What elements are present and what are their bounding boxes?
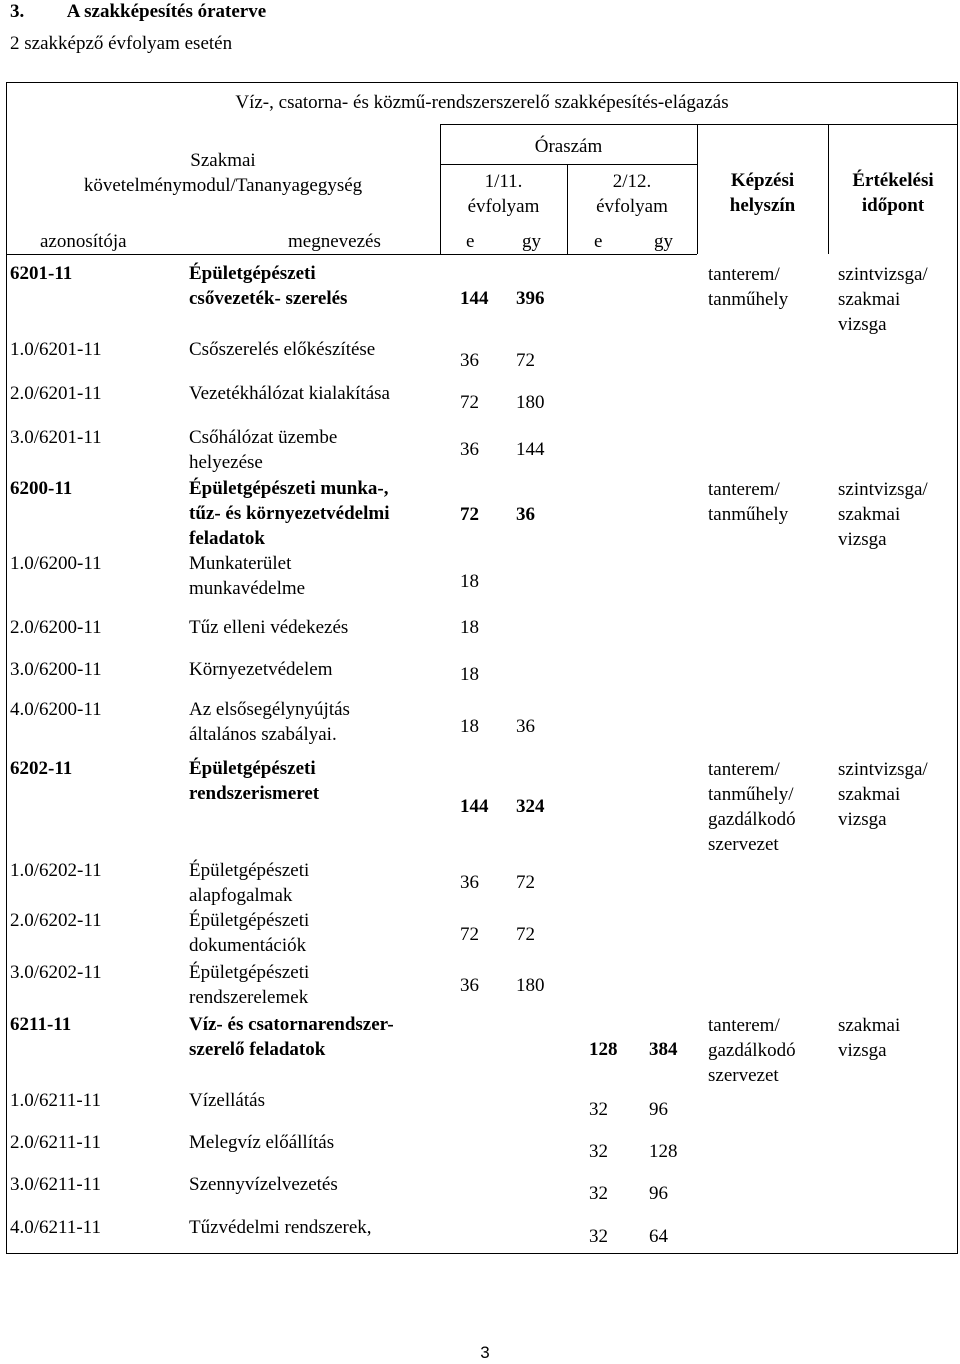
evaluation-line: vizsga: [838, 529, 887, 550]
unit-name-line: Vezetékhálózat kialakítása: [189, 383, 390, 404]
unit-name-line: Melegvíz előállítás: [189, 1132, 335, 1153]
unit-name-line: Környezetvédelem: [189, 659, 333, 680]
hours-e2: 32: [589, 1183, 608, 1204]
hours-gy1: 144: [516, 439, 545, 460]
unit-id: 3.0/6200-11: [10, 659, 102, 680]
hours-e2: 32: [589, 1226, 608, 1247]
hours-e1: 72: [460, 392, 479, 413]
hours-gy1: 324: [516, 796, 545, 817]
evaluation-line: szakmai: [838, 289, 901, 310]
training-place-line: gazdálkodó: [708, 1040, 796, 1061]
evaluation-line: szakmai: [838, 784, 901, 805]
hours-gy1: 36: [516, 716, 535, 737]
module-name-line: csővezeték- szerelés: [189, 288, 348, 309]
unit-id: 1.0/6202-11: [10, 860, 102, 881]
header-modul-line2: követelménymodul/Tananyagegység: [83, 175, 363, 196]
unit-name-line: Épületgépészeti: [189, 860, 310, 881]
unit-name-line: Az elsősegélynyújtás: [189, 699, 350, 720]
section-heading: [10, 0, 266, 24]
hours-gy2: 64: [649, 1226, 668, 1247]
header-e1: e: [466, 231, 475, 252]
header-kepzesi-line2: helyszín: [729, 195, 796, 216]
unit-name-line: Munkaterület: [189, 553, 292, 574]
section-subtitle: 2 szakképző évfolyam esetén: [10, 33, 233, 54]
unit-name-line: dokumentációk: [189, 935, 307, 956]
unit-name-line: rendszerelemek: [189, 987, 309, 1008]
hours-gy2: 128: [649, 1141, 678, 1162]
hours-gy1: 72: [516, 350, 535, 371]
unit-id: 1.0/6200-11: [10, 553, 102, 574]
training-place-line: szervezet: [708, 834, 779, 855]
hours-e2: 32: [589, 1141, 608, 1162]
training-place-line: gazdálkodó: [708, 809, 796, 830]
hours-e1: 18: [460, 617, 479, 638]
evaluation-line: szakmai: [838, 1015, 901, 1036]
unit-id: 2.0/6202-11: [10, 910, 102, 931]
unit-name-line: alapfogalmak: [189, 885, 293, 906]
header-kepzesi-line1: Képzési: [730, 170, 795, 191]
evaluation-line: vizsga: [838, 1040, 887, 1061]
unit-id: 1.0/6201-11: [10, 339, 102, 360]
header-oraszam: Óraszám: [534, 136, 603, 157]
unit-id: 3.0/6202-11: [10, 962, 102, 983]
hours-gy1: 180: [516, 392, 545, 413]
unit-id: 3.0/6211-11: [10, 1174, 101, 1195]
hours-divider: [440, 164, 697, 165]
evaluation-line: vizsga: [838, 314, 887, 335]
training-place-line: tanterem/: [708, 1015, 780, 1036]
unit-id: 1.0/6211-11: [10, 1090, 101, 1111]
unit-name-line: általános szabályai.: [189, 724, 337, 745]
schedule-table: [6, 82, 958, 1254]
evaluation-line: szintvizsga/: [838, 479, 928, 500]
hours-gy2: 384: [649, 1039, 678, 1060]
unit-id: 3.0/6201-11: [10, 427, 102, 448]
hours-e1: 36: [460, 439, 479, 460]
evaluation-line: szakmai: [838, 504, 901, 525]
unit-name-line: munkavédelme: [189, 578, 306, 599]
module-name-line: tűz- és környezetvédelmi: [189, 503, 390, 524]
hours-gy1: 180: [516, 975, 545, 996]
hours-gy2: 96: [649, 1099, 668, 1120]
header-bottom-line: [6, 254, 697, 255]
hours-e2: 128: [589, 1039, 618, 1060]
hours-e1: 36: [460, 975, 479, 996]
module-name-line: Épületgépészeti munka-,: [189, 478, 389, 499]
hours-e2: 32: [589, 1099, 608, 1120]
module-name-line: Víz- és csatornarendszer-: [189, 1014, 394, 1035]
unit-id: 4.0/6200-11: [10, 699, 102, 720]
unit-id: 4.0/6211-11: [10, 1217, 101, 1238]
header-modul-line1: Szakmai: [190, 150, 256, 171]
hours-gy1: 396: [516, 288, 545, 309]
training-place-line: tanműhely: [708, 504, 789, 525]
hours-gy1: 36: [516, 504, 535, 525]
training-place-line: tanterem/: [708, 759, 780, 780]
module-id: 6211-11: [10, 1014, 72, 1035]
training-place-line: tanműhely/: [708, 784, 794, 805]
header-evf1-line1: 1/11.: [484, 171, 523, 192]
module-id: 6200-11: [10, 478, 73, 499]
unit-name-line: Szennyvízelvezetés: [189, 1174, 338, 1195]
header-evf2-line1: 2/12.: [612, 171, 652, 192]
module-name-line: feladatok: [189, 528, 265, 549]
header-gy1: gy: [522, 231, 541, 252]
hours-e1: 18: [460, 716, 479, 737]
module-id: 6202-11: [10, 758, 73, 779]
module-name-line: szerelő feladatok: [189, 1039, 326, 1060]
hours-e1: 36: [460, 350, 479, 371]
table-title: Víz-, csatorna- és közmű-rendszerszerelő szakképesítés-elágazás: [235, 92, 729, 113]
hours-e1: 72: [460, 504, 479, 525]
hours-e1: 18: [460, 571, 479, 592]
unit-id: 2.0/6201-11: [10, 383, 102, 404]
hours-e1: 36: [460, 872, 479, 893]
section-number: 3.: [10, 1, 25, 22]
training-place-line: tanműhely: [708, 289, 789, 310]
module-id: 6201-11: [10, 263, 73, 284]
header-megnevezes: megnevezés: [288, 231, 381, 252]
table-title-divider: [440, 124, 958, 125]
training-place-line: tanterem/: [708, 264, 780, 285]
header-ertekelesi-line1: Értékelési: [852, 170, 934, 191]
header-e2: e: [594, 231, 603, 252]
hours-e1: 72: [460, 924, 479, 945]
hours-gy1: 72: [516, 924, 535, 945]
module-name-line: rendszerismeret: [189, 783, 320, 804]
unit-name-line: Csőszerelés előkészítése: [189, 339, 376, 360]
training-place-line: tanterem/: [708, 479, 780, 500]
header-evf1-line2: évfolyam: [467, 196, 540, 217]
evaluation-line: szintvizsga/: [838, 264, 928, 285]
header-evf2-line2: évfolyam: [596, 196, 668, 217]
unit-name-line: Vízellátás: [189, 1090, 265, 1111]
unit-id: 2.0/6211-11: [10, 1132, 101, 1153]
unit-name-line: Épületgépészeti: [189, 962, 310, 983]
training-place-line: szervezet: [708, 1065, 779, 1086]
page-number: 3: [480, 1343, 490, 1362]
unit-id: 2.0/6200-11: [10, 617, 102, 638]
hours-e1: 18: [460, 664, 479, 685]
unit-name-line: Épületgépészeti: [189, 910, 310, 931]
hours-e1: 144: [460, 288, 489, 309]
unit-name-line: helyezése: [189, 452, 263, 473]
section-title: A szakképesítés óraterve: [66, 1, 267, 22]
module-name-line: Épületgépészeti: [189, 263, 316, 284]
unit-name-line: Tűz elleni védekezés: [189, 617, 349, 638]
unit-name-line: Tűzvédelmi rendszerek,: [189, 1217, 372, 1238]
hours-e1: 144: [460, 796, 489, 817]
module-name-line: Épületgépészeti: [189, 758, 316, 779]
evaluation-line: vizsga: [838, 809, 887, 830]
hours-gy1: 72: [516, 872, 535, 893]
unit-name-line: Csőhálózat üzembe: [189, 427, 338, 448]
hours-gy2: 96: [649, 1183, 668, 1204]
header-gy2: gy: [654, 231, 673, 252]
header-ertekelesi-line2: időpont: [861, 195, 925, 216]
header-azonositoja: azonosítója: [40, 231, 127, 252]
evaluation-line: szintvizsga/: [838, 759, 928, 780]
